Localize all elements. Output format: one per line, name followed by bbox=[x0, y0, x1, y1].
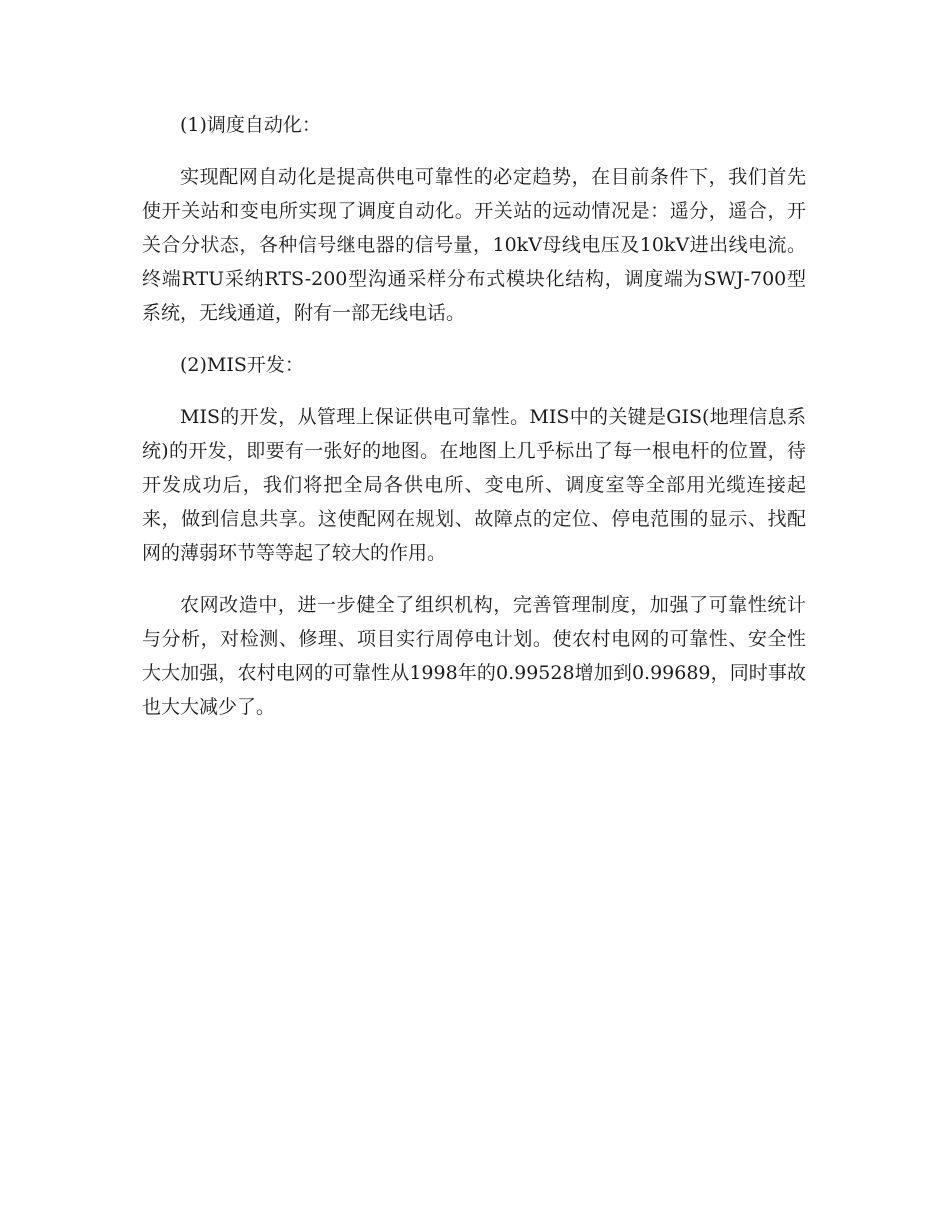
document-body bbox=[142, 108, 806, 742]
paragraph-dispatch-automation: 实现配网自动化是提高供电可靠性的必定趋势，在目前条件下，我们首先使开关站和变电所实现了调度自动化。开关站的远动情况是：遥分，遥合，开关合分状态，各种信号继电器的信号量，10kV母线电压及10kV进出线电流。终端RTU采纳RTS-200型沟通采样分布式模块化结构，调度端为SWJ-700型系统，无线通道，附有一部无线电话。 bbox=[142, 166, 806, 324]
paragraph-mis-development: MIS的开发，从管理上保证供电可靠性。MIS中的关键是GIS(地理信息系统)的开发，即要有一张好的地图。在地图上几乎标出了每一根电杆的位置，待开发成功后，我们将把全局各供电所、变电所、调度室等全部用光缆连接起来，做到信息共享。这使配网在规划、故障点的定位、停电范围的显示、找配网的薄弱环节等等起了较大的作用。 bbox=[142, 406, 806, 564]
section-heading-mis-development: (2)MIS开发： bbox=[180, 354, 304, 376]
section-heading-dispatch-automation: (1)调度自动化： bbox=[180, 114, 321, 136]
paragraph-rural-grid-reform: 农网改造中，进一步健全了组织机构，完善管理制度，加强了可靠性统计与分析，对检测、修理、项目实行周停电计划。使农村电网的可靠性、安全性大大加强，农村电网的可靠性从1998年的0.99528增加到0.99689，同时事故也大大减少了。 bbox=[142, 594, 806, 718]
